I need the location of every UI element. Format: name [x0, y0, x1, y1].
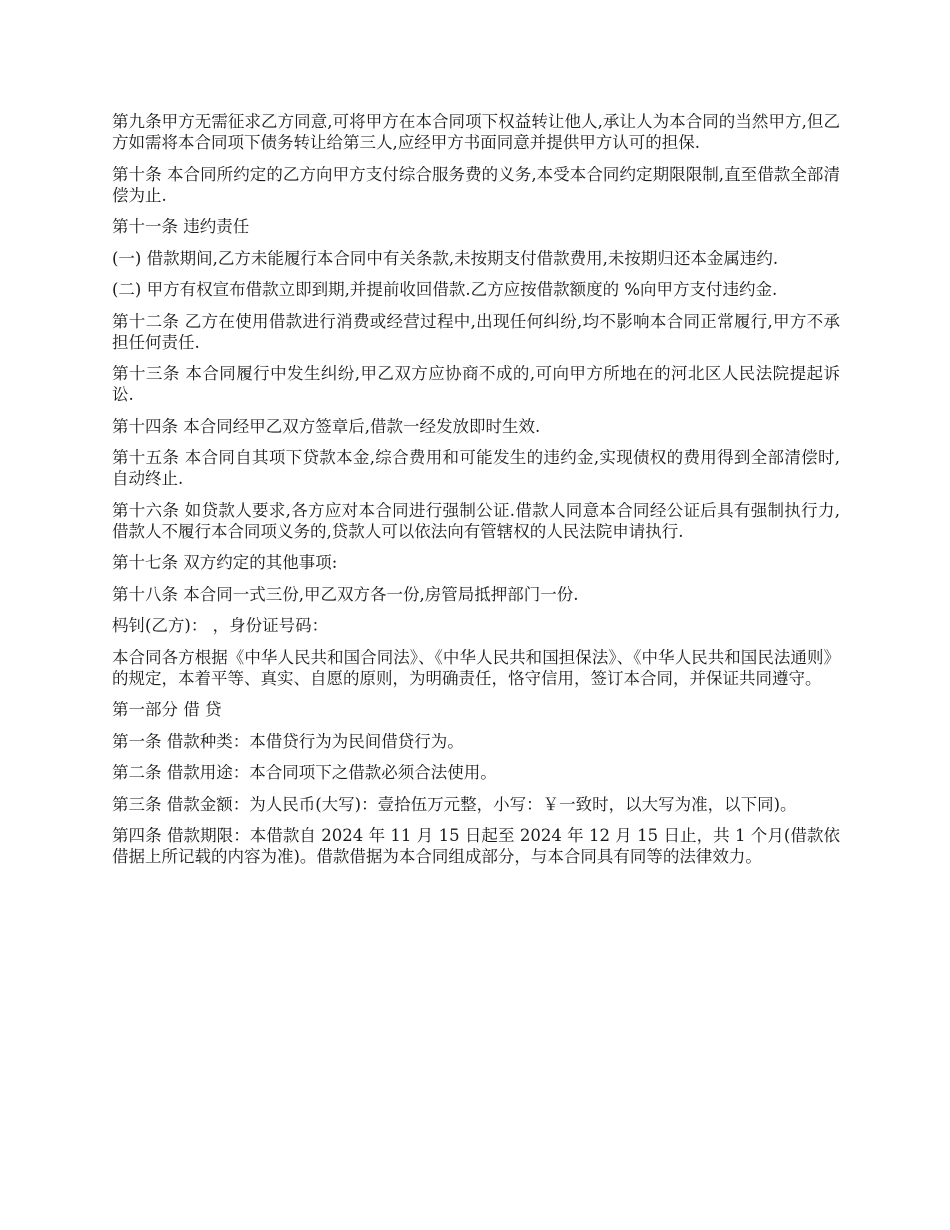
- document-page: [112, 111, 840, 878]
- clause-17: 第十七条 双方约定的其他事项:: [112, 553, 338, 572]
- clause-16: 第十六条 如贷款人要求,各方应对本合同进行强制公证.借款人同意本合同经公证后具有强制执行力,借款人不履行本合同项义务的,贷款人可以依法向有管辖权的人民法院申请执行.: [112, 500, 840, 541]
- part-1-heading: 第一部分 借 贷: [112, 700, 222, 719]
- clause-18: 第十八条 本合同一式三份,甲乙双方各一份,房管局抵押部门一份.: [112, 584, 579, 604]
- clause-13: 第十三条 本合同履行中发生纠纷,甲乙双方应协商不成的,可向甲方所地在的河北区人民法院提起诉讼.: [112, 364, 840, 404]
- clause-15: 第十五条 本合同自其项下贷款本金,综合费用和可能发生的违约金,实现债权的费用得到全部清偿时,自动终止.: [112, 448, 840, 488]
- clause-11-item-2: (二) 甲方有权宣布借款立即到期,并提前收回借款.乙方应按借款额度的 %向甲方支付违约金.: [112, 280, 778, 299]
- article-3: 第三条 借款金额：为人民币(大写)：壹拾伍万元整，小写：￥一致时，以大写为准，以下同)。: [112, 794, 797, 814]
- party-b-signature-line: 杩钊(乙方)： ，身份证号码：: [112, 616, 329, 635]
- clause-14: 第十四条 本合同经甲乙双方签章后,借款一经发放即时生效.: [112, 416, 541, 436]
- article-1: 第一条 借款种类：本借贷行为为民间借贷行为。: [112, 731, 464, 751]
- preamble: 本合同各方根据《中华人民共和国合同法》、《中华人民共和国担保法》、《中华人民共和国民法通则》的规定，本着平等、真实、自愿的原则，为明确责任，恪守信用，签订本合同，并保证共同遵守。: [112, 647, 840, 688]
- clause-11-heading: 第十一条 违约责任: [112, 217, 250, 236]
- article-4: 第四条 借款期限：本借款自 2024 年 11 月 15 日起至 2024 年 12 月 15 日止，共 1 个月(借款依借据上所记载的内容为准)。借款借据为本合同组成部分，与本合同具有同等的法律效力。: [112, 826, 840, 866]
- article-2: 第二条 借款用途：本合同项下之借款必须合法使用。: [112, 763, 497, 782]
- clause-12: 第十二条 乙方在使用借款进行消费或经营过程中,出现任何纠纷,均不影响本合同正常履行,甲方不承担任何责任.: [112, 311, 840, 352]
- clause-9: 第九条甲方无需征求乙方同意,可将甲方在本合同项下权益转让他人,承让人为本合同的当然甲方,但乙方如需将本合同项下债务转让给第三人,应经甲方书面同意并提供甲方认可的担保.: [112, 112, 840, 152]
- clause-11-item-1: (一) 借款期间,乙方未能履行本合同中有关条款,未按期支付借款费用,未按期归还本金属违约.: [112, 248, 779, 268]
- clause-10: 第十条 本合同所约定的乙方向甲方支付综合服务费的义务,本受本合同约定期限限制,直至借款全部清偿为止.: [112, 164, 840, 205]
